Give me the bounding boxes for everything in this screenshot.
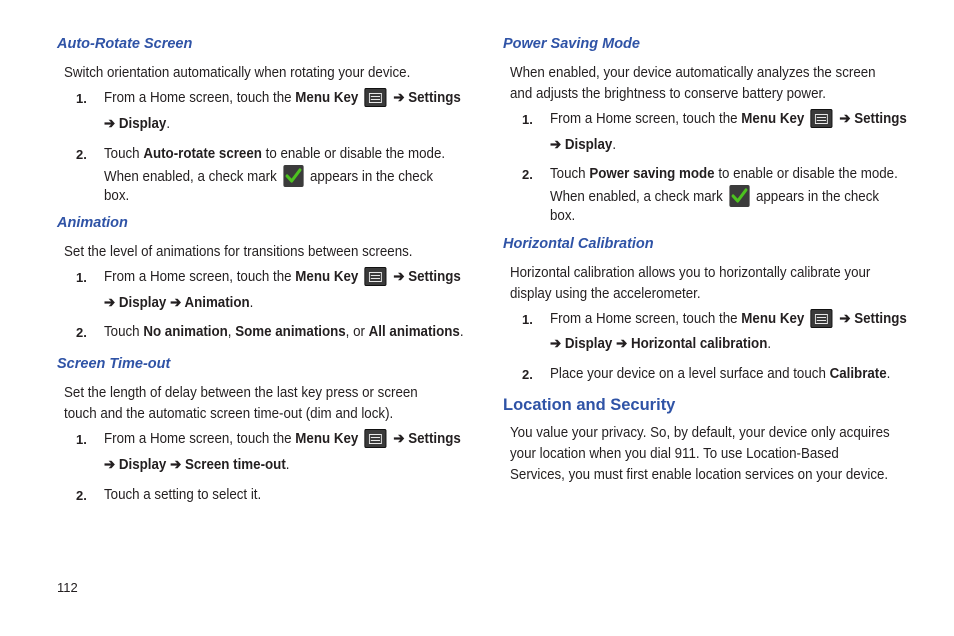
- step-text: Touch Auto-rotate screen to enable or disable the mode.: [104, 146, 446, 162]
- check-mark-icon: [729, 185, 749, 207]
- heading-power-saving-mode: Power Saving Mode: [503, 36, 640, 52]
- menu-key-icon: [365, 267, 387, 286]
- check-mark-icon: [283, 165, 303, 187]
- step-text-line-2: ➔ Display ➔ Animation.: [104, 295, 254, 311]
- step-text-line-2: ➔ Display.: [104, 116, 171, 132]
- step-text-line-2: ➔ Display ➔ Screen time-out.: [104, 457, 290, 473]
- heading-animation: Animation: [57, 215, 128, 231]
- step-text-line-2: ➔ Display ➔ Horizontal calibration.: [550, 336, 772, 352]
- menu-key-icon: [365, 88, 387, 107]
- step-text: Touch Power saving mode to enable or disable the mode.: [550, 166, 898, 182]
- step-text: Touch No animation, Some animations, or All animations.: [104, 324, 464, 340]
- menu-key-icon: [365, 429, 387, 448]
- step-number: 1.: [76, 91, 87, 106]
- screen-time-out-intro-line-2: touch and the automatic screen time-out (dim and lock).: [64, 406, 394, 422]
- heading-horizontal-calibration: Horizontal Calibration: [503, 236, 654, 252]
- step-number: 1.: [522, 112, 533, 127]
- power-saving-intro-line-2: and adjusts the brightness to conserve battery power.: [510, 86, 826, 102]
- horizontal-calibration-intro-line-1: Horizontal calibration allows you to horizontally calibrate your: [510, 265, 871, 281]
- step-number: 2.: [522, 167, 533, 182]
- menu-key-icon: [811, 109, 833, 128]
- heading-auto-rotate-screen: Auto-Rotate Screen: [57, 36, 193, 52]
- step-number: 1.: [522, 312, 533, 327]
- step-text: Place your device on a level surface and touch Calibrate.: [550, 366, 891, 382]
- step-text-line-2: When enabled, a check mark appears in the check: [550, 185, 879, 208]
- horizontal-calibration-intro-line-2: display using the accelerometer.: [510, 286, 701, 302]
- step-text: Touch a setting to select it.: [104, 487, 262, 503]
- step-text-line-2: ➔ Display.: [550, 137, 617, 153]
- step-text: From a Home screen, touch the Menu Key ➔ Settings: [104, 269, 461, 285]
- step-number: 2.: [76, 147, 87, 162]
- step-text-line-3: box.: [550, 208, 576, 224]
- step-number: 2.: [76, 488, 87, 503]
- location-line-1: You value your privacy. So, by default, your device only acquires: [510, 425, 890, 441]
- power-saving-intro-line-1: When enabled, your device automatically analyzes the screen: [510, 65, 876, 81]
- step-text: From a Home screen, touch the Menu Key ➔ Settings: [104, 431, 461, 447]
- section-title-location-and-security: Location and Security: [503, 396, 676, 414]
- heading-screen-time-out: Screen Time-out: [57, 356, 171, 372]
- step-text: From a Home screen, touch the Menu Key ➔ Settings: [104, 90, 461, 106]
- auto-rotate-intro: Switch orientation automatically when rotating your device.: [64, 65, 411, 81]
- location-line-3: Services, you must first enable location services on your device.: [510, 467, 889, 483]
- page-number: 112: [57, 580, 78, 595]
- step-number: 2.: [76, 325, 87, 340]
- animation-intro: Set the level of animations for transitions between screens.: [64, 244, 413, 260]
- menu-key-icon: [811, 309, 833, 328]
- step-number: 1.: [76, 432, 87, 447]
- step-text: From a Home screen, touch the Menu Key ➔ Settings: [550, 311, 907, 327]
- step-text-line-2: When enabled, a check mark appears in the check: [104, 165, 433, 188]
- location-line-2: your location when you dial 911. To use Location-Based: [510, 446, 839, 462]
- screen-time-out-intro-line-1: Set the length of delay between the last key press or screen: [64, 385, 418, 401]
- step-text: From a Home screen, touch the Menu Key ➔ Settings: [550, 111, 907, 127]
- step-number: 2.: [522, 367, 533, 382]
- step-number: 1.: [76, 270, 87, 285]
- step-text-line-3: box.: [104, 188, 130, 204]
